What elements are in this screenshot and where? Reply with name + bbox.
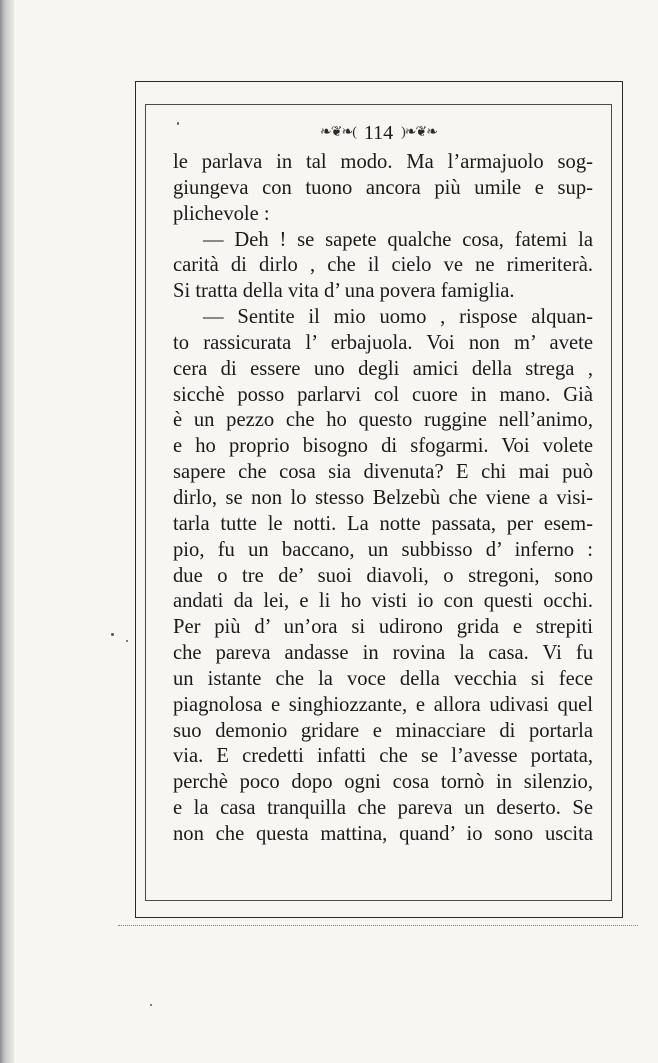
text-line: pio, fu un baccano, un subbisso d’ inferno :: [173, 538, 593, 561]
page-binding-shadow: [0, 0, 14, 1063]
left-header-ornament: ❧❦❧(: [320, 125, 356, 141]
bottom-dotted-rule: [118, 925, 638, 926]
speck: [126, 640, 128, 642]
text-line: perchè poco dopo ogni cosa tornò in silenzio,: [173, 771, 593, 794]
text-line: to rassicurata l’ erbajuola. Voi non m’ avete: [173, 331, 593, 354]
text-line: è un pezzo che ho questo ruggine nell’animo,: [173, 409, 593, 432]
text-line: sicchè posso parlarvi col cuore in mano. Già: [173, 383, 593, 406]
text-line: cera di essere uno degli amici della strega ,: [173, 357, 593, 380]
text-line: e ho proprio bisogno di sfogarmi. Voi volete: [173, 435, 593, 458]
text-line: suo demonio gridare e minacciare di portarla: [173, 719, 593, 742]
speck: [150, 1004, 152, 1006]
text-line: Si tratta della vita d’ una povera famiglia.: [173, 280, 515, 303]
speck: [177, 122, 179, 125]
text-line: un istante che la voce della vecchia si fece: [173, 667, 593, 690]
text-line: — Deh ! se sapete qualche cosa, fatemi la: [203, 228, 593, 251]
text-line: e la casa tranquilla che pareva un deserto. Se: [173, 797, 593, 820]
text-line: via. E credetti infatti che se l’avesse portata,: [173, 745, 593, 768]
page-number: 114: [363, 122, 394, 145]
text-line: tarla tutte le notti. La notte passata, per esem-: [173, 512, 593, 535]
text-line: giungeva con tuono ancora più umile e sup-: [173, 176, 593, 199]
text-line: non che questa mattina, quand’ io sono uscita: [173, 822, 593, 845]
text-line: le parlava in tal modo. Ma l’armajuolo sog-: [173, 151, 593, 173]
text-line: carità di dirlo , che il cielo ve ne rimeriterà.: [173, 254, 593, 277]
body-text: [173, 150, 593, 848]
text-line: plichevole :: [173, 202, 270, 225]
text-line: sapere che cosa sia divenuta? E chi mai può: [173, 461, 593, 484]
text-line: piagnolosa e singhiozzante, e allora udivasi quel: [173, 693, 593, 716]
text-line: Per più d’ un’ora si udirono grida e strepiti: [173, 616, 593, 639]
text-line: che pareva andasse in rovina la casa. Vi fu: [173, 642, 593, 665]
text-line: — Sentite il mio uomo , rispose alquan-: [203, 306, 593, 329]
text-line: andati da lei, e li ho visti io con questi occhi.: [173, 590, 593, 613]
speck: [111, 633, 114, 636]
right-header-ornament: )❧❦❧: [401, 125, 437, 141]
text-line: due o tre de’ suoi diavoli, o stregoni, sono: [173, 564, 593, 587]
page-header: [145, 120, 612, 145]
text-line: dirlo, se non lo stesso Belzebù che viene a visi-: [173, 486, 593, 509]
